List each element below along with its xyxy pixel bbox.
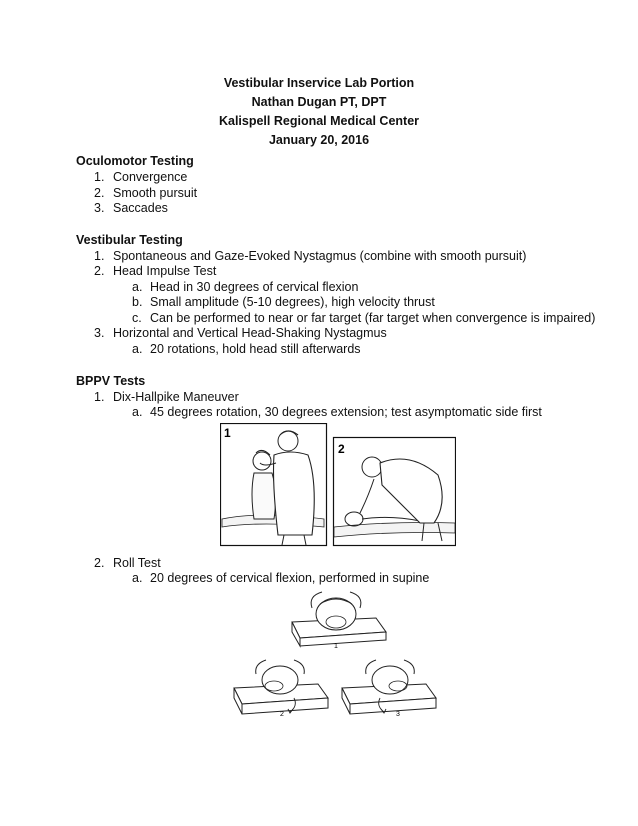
sublist-item: 20 degrees of cervical flexion, performed in supine [150, 571, 430, 585]
sublist-letter: c. [132, 311, 142, 325]
roll-test-illustration [230, 588, 450, 724]
roll-test-position-3 [342, 660, 436, 714]
list-item: Horizontal and Vertical Head-Shaking Nystagmus [113, 326, 387, 340]
list-number: 1. [94, 249, 105, 263]
sublist-letter: a. [132, 280, 143, 294]
list-item: Smooth pursuit [113, 186, 198, 200]
header-title: Vestibular Inservice Lab Portion [223, 76, 415, 90]
list-item: Spontaneous and Gaze-Evoked Nystagmus (combine with smooth pursuit) [113, 249, 527, 263]
sublist-item: Head in 30 degrees of cervical flexion [150, 280, 359, 294]
list-number: 1. [94, 390, 105, 404]
list-number: 2. [94, 186, 105, 200]
header-author: Nathan Dugan PT, DPT [251, 95, 387, 109]
list-item: Convergence [113, 170, 188, 184]
list-item: Head Impulse Test [113, 264, 217, 278]
document-header [0, 74, 638, 150]
roll-test-label-1: 1 [334, 643, 338, 650]
list-number: 2. [94, 556, 105, 570]
list-item: Dix-Hallpike Maneuver [113, 390, 239, 404]
roll-test-position-2 [234, 660, 328, 714]
list-number: 3. [94, 201, 105, 215]
sublist-letter: b. [132, 295, 143, 309]
section-title-oculomotor: Oculomotor Testing [76, 154, 194, 168]
sublist-letter: a. [132, 342, 143, 356]
sublist-letter: a. [132, 571, 143, 585]
list-item: Saccades [113, 201, 168, 215]
roll-test-position-1 [292, 592, 386, 646]
sublist-item: 45 degrees rotation, 30 degrees extension; test asymptomatic side first [150, 405, 542, 419]
sublist-item: Small amplitude (5-10 degrees), high velocity thrust [150, 295, 435, 309]
section-title-vestibular: Vestibular Testing [76, 233, 183, 247]
sublist-item: Can be performed to near or far target (far target when convergence is impaired) [150, 311, 596, 325]
list-number: 1. [94, 170, 105, 184]
header-date: January 20, 2016 [268, 133, 370, 147]
roll-test-label-3: 3 [396, 711, 400, 718]
panel-2-label: 2 [338, 442, 345, 456]
panel-1-label: 1 [224, 426, 231, 440]
list-number: 2. [94, 264, 105, 278]
list-item: Roll Test [113, 556, 161, 570]
dix-hallpike-illustration [220, 423, 456, 547]
section-title-bppv: BPPV Tests [76, 374, 146, 388]
sublist-letter: a. [132, 405, 143, 419]
header-organization: Kalispell Regional Medical Center [218, 114, 420, 128]
list-number: 3. [94, 326, 105, 340]
roll-test-label-2: 2 [280, 711, 284, 718]
sublist-item: 20 rotations, hold head still afterwards [150, 342, 361, 356]
